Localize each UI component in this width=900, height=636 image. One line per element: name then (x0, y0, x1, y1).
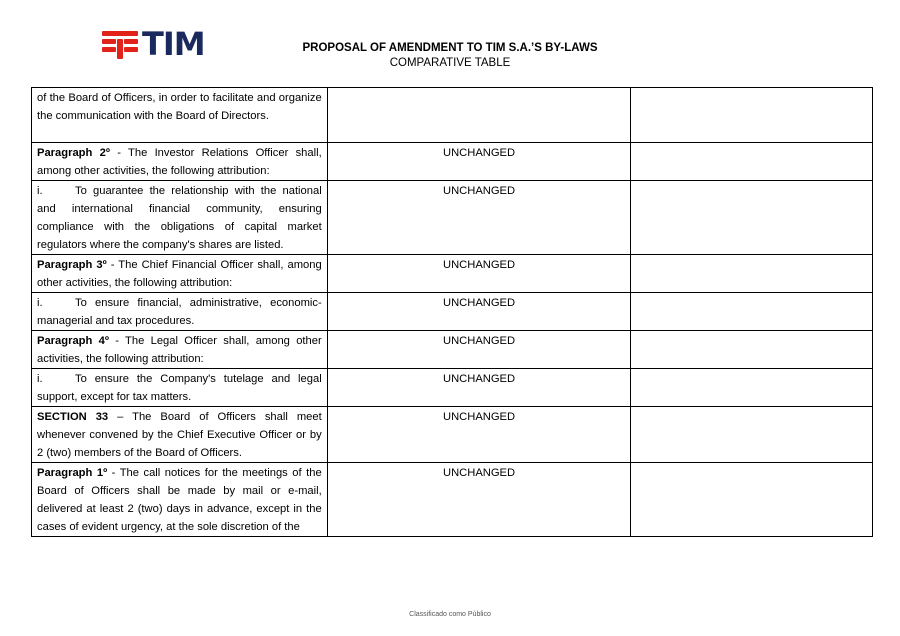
logo-bar (102, 31, 138, 36)
table-row (32, 293, 873, 331)
clause-text: - The Chief Financial Officer shall, among other activities, the following attribution: (37, 259, 322, 289)
item-number: i. (37, 373, 43, 385)
current-text-cell (32, 331, 328, 369)
clause-text: - The Legal Officer shall, among other activities, the following attribution: (37, 335, 322, 365)
current-text-cell (32, 88, 328, 143)
proposed-text-cell: UNCHANGED (327, 293, 631, 331)
justification-cell (631, 181, 873, 255)
logo-wordmark: TIM (142, 25, 205, 63)
document-title: PROPOSAL OF AMENDMENT TO TIM S.A.’S BY-LAWS (302, 42, 598, 54)
table-row (32, 463, 873, 537)
clause-text: - The call notices for the meetings of the Board of Officers shall be made by mail or e-mail, delivered at least 2 (two) days in advance, except in the cases of evident urgency, at the sole discretion of the (37, 467, 322, 533)
justification-cell (631, 255, 873, 293)
clause-heading: SECTION 33 (37, 411, 109, 423)
clause-text: – The Board of Officers shall meet whenever convened by the Chief Executive Officer or by 2 (two) members of the Board of Officers. (37, 411, 322, 459)
clause-heading: Paragraph 2º (37, 147, 110, 159)
clause-heading: Paragraph 3º (37, 259, 107, 271)
logo-bar (117, 39, 123, 59)
current-text-cell (32, 369, 328, 407)
clause-text: To guarantee the relationship with the national and international financial community, ensuring compliance with the obligations of capital market regulators where the company's shares are listed. (37, 185, 322, 251)
proposed-text-cell (327, 88, 631, 143)
clause-text: To ensure financial, administrative, economic-managerial and tax procedures. (37, 297, 322, 327)
comparative-table (31, 87, 873, 537)
clause-text: of the Board of Officers, in order to facilitate and organize the communication with the Board of Directors. (37, 92, 322, 122)
proposed-text-cell: UNCHANGED (327, 369, 631, 407)
proposed-text-cell: UNCHANGED (327, 463, 631, 537)
logo-bar (102, 39, 116, 44)
proposed-text-cell: UNCHANGED (327, 143, 631, 181)
table-row (32, 369, 873, 407)
justification-cell (631, 88, 873, 143)
proposed-text-cell: UNCHANGED (327, 181, 631, 255)
justification-cell (631, 331, 873, 369)
proposed-text-cell: UNCHANGED (327, 255, 631, 293)
table-row (32, 331, 873, 369)
tim-logo (102, 25, 208, 63)
clause-text: - The Investor Relations Officer shall, among other activities, the following attribution: (37, 147, 322, 177)
justification-cell (631, 143, 873, 181)
proposed-text-cell: UNCHANGED (327, 407, 631, 463)
current-text-cell (32, 143, 328, 181)
item-number: i. (37, 297, 43, 309)
logo-bar (124, 47, 138, 52)
item-number: i. (37, 185, 43, 197)
table-row (32, 88, 873, 143)
current-text-cell (32, 255, 328, 293)
current-text-cell (32, 293, 328, 331)
table-row (32, 181, 873, 255)
justification-cell (631, 407, 873, 463)
table-row (32, 255, 873, 293)
justification-cell (631, 369, 873, 407)
table-row (32, 407, 873, 463)
justification-cell (631, 463, 873, 537)
logo-bar (124, 39, 138, 44)
proposed-text-cell: UNCHANGED (327, 331, 631, 369)
current-text-cell (32, 181, 328, 255)
table-row (32, 143, 873, 181)
logo-bar (102, 47, 116, 52)
clause-text: To ensure the Company's tutelage and legal support, except for tax matters. (37, 373, 322, 403)
current-text-cell (32, 407, 328, 463)
classification-label: Classificado como Público (409, 611, 491, 618)
tim-logo-mark (102, 30, 138, 60)
justification-cell (631, 293, 873, 331)
clause-heading: Paragraph 4º (37, 335, 109, 347)
clause-heading: Paragraph 1º (37, 467, 108, 479)
document-subtitle: COMPARATIVE TABLE (389, 57, 511, 69)
current-text-cell (32, 463, 328, 537)
